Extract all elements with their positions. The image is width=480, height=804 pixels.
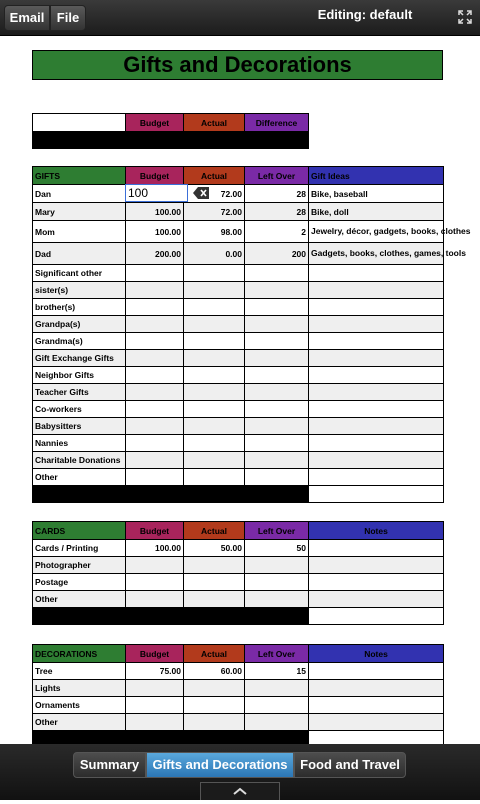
table-row[interactable]: [33, 384, 444, 401]
gift-budget-cell[interactable]: [126, 265, 184, 282]
table-row[interactable]: [33, 557, 444, 574]
decoration-name-cell[interactable]: Tree: [33, 663, 126, 680]
email-button[interactable]: Email: [4, 5, 50, 31]
gift-name-cell[interactable]: Dad: [33, 243, 126, 265]
decoration-leftover-cell[interactable]: [245, 714, 309, 731]
gift-name-cell[interactable]: sister(s): [33, 282, 126, 299]
tab-gifts-and-decorations[interactable]: Gifts and Decorations: [146, 752, 294, 778]
table-row[interactable]: [33, 452, 444, 469]
clear-text-icon[interactable]: [193, 187, 209, 199]
summary-budget-header: Budget: [126, 114, 184, 132]
gift-idea-cell[interactable]: Gadgets, books, clothes, games, tools: [309, 243, 444, 265]
gift-actual-cell[interactable]: [184, 265, 245, 282]
gift-budget-cell[interactable]: [126, 435, 184, 452]
gift-name-cell[interactable]: Mom: [33, 221, 126, 243]
cards-total-label: Total CARDS: [33, 608, 126, 625]
gift-idea-cell[interactable]: [309, 418, 444, 435]
table-row[interactable]: [33, 469, 444, 486]
gift-name-cell[interactable]: Dan: [33, 185, 126, 203]
gifts-header: GIFTS: [33, 167, 126, 185]
gift-leftover-cell[interactable]: [245, 435, 309, 452]
gift-budget-cell[interactable]: [126, 452, 184, 469]
decorations-actual-header: Actual: [184, 645, 245, 663]
summary-total-label: TOTAL: [33, 132, 126, 149]
decoration-budget-cell[interactable]: 75.00: [126, 663, 184, 680]
cards-total-budget[interactable]: 100: [126, 608, 184, 625]
gift-idea-cell[interactable]: [309, 367, 444, 384]
gift-name-cell[interactable]: Teacher Gifts: [33, 384, 126, 401]
card-notes-cell[interactable]: [309, 591, 444, 608]
table-row[interactable]: [33, 299, 444, 316]
card-name-cell[interactable]: Photographer: [33, 557, 126, 574]
card-notes-cell[interactable]: [309, 557, 444, 574]
gift-leftover-cell[interactable]: [245, 418, 309, 435]
gift-name-cell[interactable]: Other: [33, 469, 126, 486]
gift-leftover-cell[interactable]: [245, 350, 309, 367]
gift-idea-cell[interactable]: [309, 333, 444, 350]
summary-total-row: [33, 132, 309, 149]
gift-budget-cell[interactable]: [126, 282, 184, 299]
gift-idea-cell[interactable]: [309, 350, 444, 367]
blank-cell: [309, 486, 444, 503]
card-leftover-cell[interactable]: [245, 574, 309, 591]
table-row[interactable]: [33, 282, 444, 299]
decoration-budget-cell[interactable]: [126, 714, 184, 731]
gift-name-cell[interactable]: Grandma(s): [33, 333, 126, 350]
decorations-table: [32, 644, 444, 748]
sheet-title: Gifts and Decorations: [32, 50, 443, 80]
table-row[interactable]: [33, 591, 444, 608]
card-actual-cell[interactable]: [184, 574, 245, 591]
gift-leftover-cell[interactable]: 2: [245, 221, 309, 243]
tab-food-and-travel[interactable]: Food and Travel: [294, 752, 406, 778]
gifts-total-label: Total GIFTS: [33, 486, 126, 503]
table-row[interactable]: [33, 540, 444, 557]
decoration-name-cell[interactable]: Ornaments: [33, 697, 126, 714]
gift-actual-cell[interactable]: [184, 469, 245, 486]
gift-name-cell[interactable]: Co-workers: [33, 401, 126, 418]
table-row[interactable]: [33, 680, 444, 697]
gift-actual-cell[interactable]: [184, 316, 245, 333]
gift-actual-cell[interactable]: [184, 367, 245, 384]
gifts-header-row: [33, 167, 444, 185]
decoration-notes-cell[interactable]: [309, 697, 444, 714]
gift-idea-cell[interactable]: Bike, doll: [309, 203, 444, 221]
gift-idea-cell[interactable]: [309, 265, 444, 282]
gift-actual-cell[interactable]: 98.00: [184, 221, 245, 243]
gift-idea-cell[interactable]: [309, 384, 444, 401]
gift-actual-cell[interactable]: [184, 350, 245, 367]
gift-actual-cell[interactable]: [184, 333, 245, 350]
decoration-notes-cell[interactable]: [309, 680, 444, 697]
gift-idea-cell[interactable]: [309, 282, 444, 299]
gift-leftover-cell[interactable]: [245, 316, 309, 333]
table-row[interactable]: [33, 185, 444, 203]
gifts-total-row: [33, 486, 444, 503]
cards-total-leftover[interactable]: 50: [245, 608, 309, 625]
gift-actual-cell[interactable]: [184, 401, 245, 418]
card-name-cell[interactable]: Other: [33, 591, 126, 608]
table-row[interactable]: [33, 265, 444, 282]
summary-difference-header: Difference: [245, 114, 309, 132]
gift-idea-cell[interactable]: [309, 316, 444, 333]
decoration-name-cell[interactable]: Other: [33, 714, 126, 731]
keyboard-toggle-handle[interactable]: [200, 782, 280, 800]
gift-actual-cell[interactable]: [184, 282, 245, 299]
gifts-leftover-header: Left Over: [245, 167, 309, 185]
sheet-tab-bar: [0, 744, 480, 800]
gift-idea-cell[interactable]: Jewelry, décor, gadgets, books, clothes: [309, 221, 444, 243]
decoration-budget-cell[interactable]: [126, 697, 184, 714]
summary-total-budget[interactable]: 975: [126, 132, 184, 149]
decoration-actual-cell[interactable]: [184, 680, 245, 697]
gift-idea-cell[interactable]: [309, 401, 444, 418]
gift-leftover-cell[interactable]: [245, 333, 309, 350]
decoration-notes-cell[interactable]: [309, 663, 444, 680]
cards-header: CARDS: [33, 522, 126, 540]
decoration-leftover-cell[interactable]: [245, 680, 309, 697]
gifts-table: [32, 166, 471, 503]
gift-idea-cell[interactable]: [309, 469, 444, 486]
cards-total-row: [33, 608, 444, 625]
decoration-leftover-cell[interactable]: [245, 697, 309, 714]
gift-budget-cell[interactable]: [126, 316, 184, 333]
cards-actual-header: Actual: [184, 522, 245, 540]
decorations-budget-header: Budget: [126, 645, 184, 663]
gift-leftover-cell[interactable]: [245, 282, 309, 299]
table-row[interactable]: [33, 697, 444, 714]
table-row[interactable]: [33, 714, 444, 731]
table-row[interactable]: [33, 333, 444, 350]
summary-actual-header: Actual: [184, 114, 245, 132]
card-budget-cell[interactable]: 100.00: [126, 540, 184, 557]
card-name-cell[interactable]: Cards / Printing: [33, 540, 126, 557]
table-row[interactable]: [33, 574, 444, 591]
gift-idea-cell[interactable]: [309, 299, 444, 316]
cards-budget-header: Budget: [126, 522, 184, 540]
gift-actual-cell[interactable]: 0.00: [184, 243, 245, 265]
gifts-total-leftover[interactable]: 258: [245, 486, 309, 503]
card-budget-cell[interactable]: [126, 574, 184, 591]
gift-budget-cell[interactable]: [126, 401, 184, 418]
cards-notes-header: Notes: [309, 522, 444, 540]
table-row[interactable]: [33, 221, 444, 243]
gift-name-cell[interactable]: Babysitters: [33, 418, 126, 435]
gift-actual-cell[interactable]: [184, 452, 245, 469]
gift-budget-cell[interactable]: [126, 333, 184, 350]
card-leftover-cell[interactable]: 50: [245, 540, 309, 557]
decoration-actual-cell[interactable]: [184, 697, 245, 714]
decoration-name-cell[interactable]: Lights: [33, 680, 126, 697]
table-row[interactable]: [33, 350, 444, 367]
table-row[interactable]: [33, 418, 444, 435]
gift-name-cell[interactable]: Charitable Donations: [33, 452, 126, 469]
gift-leftover-cell[interactable]: [245, 469, 309, 486]
gift-idea-cell[interactable]: [309, 435, 444, 452]
gifts-ideas-header: Gift Ideas: [309, 167, 444, 185]
gift-leftover-cell[interactable]: 28: [245, 203, 309, 221]
cards-header-row: [33, 522, 444, 540]
gift-leftover-cell[interactable]: [245, 384, 309, 401]
spreadsheet[interactable]: [0, 36, 480, 744]
gifts-budget-header: Budget: [126, 167, 184, 185]
editing-status: Editing: default: [317, 7, 413, 22]
blank-cell: [33, 114, 126, 132]
gifts-total-actual[interactable]: 242: [184, 486, 245, 503]
gift-name-cell[interactable]: Mary: [33, 203, 126, 221]
gift-budget-cell[interactable]: [126, 367, 184, 384]
gift-name-cell[interactable]: Grandpa(s): [33, 316, 126, 333]
gift-leftover-cell[interactable]: [245, 265, 309, 282]
decorations-header: DECORATIONS: [33, 645, 126, 663]
cards-total-actual[interactable]: 50: [184, 608, 245, 625]
gift-leftover-cell[interactable]: [245, 367, 309, 384]
gift-name-cell[interactable]: brother(s): [33, 299, 126, 316]
cards-leftover-header: Left Over: [245, 522, 309, 540]
card-name-cell[interactable]: Postage: [33, 574, 126, 591]
gift-leftover-cell[interactable]: [245, 452, 309, 469]
gift-budget-cell[interactable]: 100.00: [126, 221, 184, 243]
table-row[interactable]: [33, 367, 444, 384]
card-leftover-cell[interactable]: [245, 557, 309, 574]
card-leftover-cell[interactable]: [245, 591, 309, 608]
gift-idea-cell[interactable]: Bike, baseball: [309, 185, 444, 203]
table-row[interactable]: [33, 663, 444, 680]
table-row[interactable]: [33, 401, 444, 418]
gift-idea-cell[interactable]: [309, 452, 444, 469]
gift-budget-cell[interactable]: 200.00: [126, 243, 184, 265]
gift-budget-cell[interactable]: [126, 299, 184, 316]
summary-total-actual[interactable]: 592: [184, 132, 245, 149]
gift-leftover-cell[interactable]: 28: [245, 185, 309, 203]
card-actual-cell[interactable]: 50.00: [184, 540, 245, 557]
decoration-actual-cell[interactable]: 60.00: [184, 663, 245, 680]
gift-actual-cell[interactable]: [184, 384, 245, 401]
fullscreen-icon[interactable]: [458, 10, 472, 24]
card-actual-cell[interactable]: [184, 591, 245, 608]
blank-cell: [309, 608, 444, 625]
gift-actual-cell[interactable]: 72.00: [184, 203, 245, 221]
decoration-actual-cell[interactable]: [184, 714, 245, 731]
card-notes-cell[interactable]: [309, 574, 444, 591]
cell-editor-input[interactable]: 100: [125, 184, 188, 202]
decoration-notes-cell[interactable]: [309, 714, 444, 731]
gift-name-cell[interactable]: Nannies: [33, 435, 126, 452]
decoration-leftover-cell[interactable]: 15: [245, 663, 309, 680]
gifts-total-budget[interactable]: 500: [126, 486, 184, 503]
gift-leftover-cell[interactable]: 200: [245, 243, 309, 265]
cards-table: [32, 521, 444, 625]
file-button[interactable]: File: [50, 5, 86, 31]
gift-actual-cell[interactable]: [184, 418, 245, 435]
card-budget-cell[interactable]: [126, 591, 184, 608]
summary-header-row: [33, 114, 309, 132]
gift-actual-cell[interactable]: [184, 299, 245, 316]
table-row[interactable]: [33, 203, 444, 221]
table-row[interactable]: [33, 316, 444, 333]
card-budget-cell[interactable]: [126, 557, 184, 574]
table-row[interactable]: [33, 243, 444, 265]
action-bar: [0, 0, 480, 36]
gift-name-cell[interactable]: Neighbor Gifts: [33, 367, 126, 384]
card-notes-cell[interactable]: [309, 540, 444, 557]
gift-budget-cell[interactable]: 100.00: [126, 203, 184, 221]
card-actual-cell[interactable]: [184, 557, 245, 574]
gift-budget-cell[interactable]: [126, 350, 184, 367]
gift-leftover-cell[interactable]: [245, 299, 309, 316]
summary-total-difference[interactable]: 383: [245, 132, 309, 149]
gift-budget-cell[interactable]: [126, 469, 184, 486]
gift-actual-cell[interactable]: 72.00: [184, 185, 245, 203]
gift-budget-cell[interactable]: [126, 384, 184, 401]
decorations-leftover-header: Left Over: [245, 645, 309, 663]
decorations-notes-header: Notes: [309, 645, 444, 663]
gift-name-cell[interactable]: Gift Exchange Gifts: [33, 350, 126, 367]
table-row[interactable]: [33, 435, 444, 452]
gifts-actual-header: Actual: [184, 167, 245, 185]
summary-table: [32, 113, 309, 149]
decoration-budget-cell[interactable]: [126, 680, 184, 697]
gift-leftover-cell[interactable]: [245, 401, 309, 418]
tab-summary[interactable]: Summary: [73, 752, 146, 778]
gift-name-cell[interactable]: Significant other: [33, 265, 126, 282]
gift-budget-cell[interactable]: [126, 418, 184, 435]
chevron-up-icon: [201, 783, 279, 799]
gift-actual-cell[interactable]: [184, 435, 245, 452]
decorations-header-row: [33, 645, 444, 663]
decorations-total-label: Total: [33, 731, 126, 748]
